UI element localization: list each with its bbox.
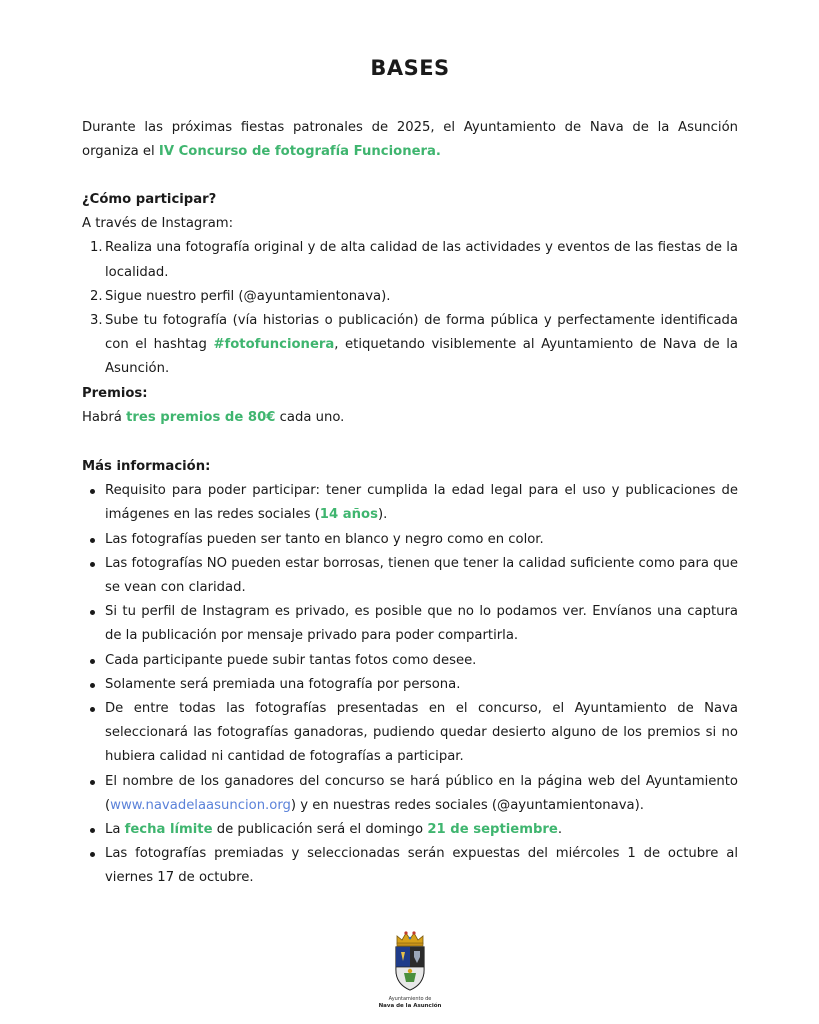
list-item [82, 818, 738, 842]
item-text: Las fotografías premiadas y seleccionadas serán expuestas del miércoles 1 de octubre al viernes 17 de octubre. [105, 846, 738, 886]
intro-text: Durante las próximas fiestas patronales de 2025, el Ayuntamiento de Nava de la Asunción organiza el [82, 120, 738, 160]
deadline-date: 21 de septiembre [427, 822, 558, 838]
list-item [82, 552, 738, 600]
item-text: Cada participante puede subir tantas fotos como desee. [105, 652, 477, 668]
item-text-end: ) y en nuestras redes sociales (@ayuntamientonava). [290, 797, 644, 813]
list-item [82, 528, 738, 552]
list-item [82, 842, 738, 890]
prizes-text [82, 406, 738, 430]
town-logo [378, 930, 442, 1014]
step-text: Sigue nuestro perfil (@ayuntamientonava). [105, 288, 391, 304]
contest-name: IV Concurso de fotografía Funcionera. [158, 144, 441, 160]
list-item [82, 285, 738, 309]
bullet-icon [90, 562, 95, 567]
list-item [82, 770, 738, 818]
item-text: Las fotografías NO pueden estar borrosas, tienen que tener la calidad suficiente como para que se vean con claridad. [105, 555, 738, 596]
item-text: Requisito para poder participar: tener cumplida la edad legal para el uso y publicaciones de imágenes en las redes sociales ( [105, 483, 738, 523]
how-to-participate-section [82, 188, 738, 382]
logo-caption-line2: Nava de la Asunción [378, 1003, 442, 1009]
bullet-icon [90, 489, 95, 494]
hashtag: #fotofuncionera [213, 337, 335, 353]
step-text: Sube tu fotografía (vía historias o publicación) de forma pública y perfectamente identificada con el hashtag [105, 313, 738, 353]
step-text-end: , etiquetando visiblemente al Ayuntamiento de Nava de la Asunción. [105, 337, 738, 377]
coat-of-arms-icon [392, 930, 428, 994]
logo-caption-line1: Ayuntamiento de [388, 996, 432, 1002]
prizes-highlight: tres premios de 80€ [126, 410, 276, 426]
item-text-end: . [557, 822, 563, 838]
item-text: De entre todas las fotografías presentadas en el concurso, el Ayuntamiento de Nava seleccionará las fotografías ganadoras, pudiendo quedar desierto alguno de los premios si no hubiera calidad ni cantidad de fotografías a participar. [105, 701, 738, 765]
step-number: 1. [90, 240, 103, 256]
prizes-section [82, 382, 738, 430]
prizes-pre: Habrá [82, 410, 127, 426]
list-item [82, 479, 738, 527]
list-item [82, 649, 738, 673]
bullet-icon [90, 683, 95, 688]
how-heading: ¿Cómo participar? [82, 192, 217, 207]
deadline-label: fecha límite [124, 822, 213, 838]
website-link[interactable]: www.navadelaasuncion.org [110, 797, 291, 813]
list-item [82, 309, 738, 382]
step-text: Realiza una fotografía original y de alta calidad de las actividades y eventos de las fiestas de la localidad. [105, 240, 738, 280]
list-item [82, 236, 738, 284]
intro-paragraph [82, 116, 738, 164]
list-item [82, 600, 738, 648]
bullet-icon [90, 707, 95, 712]
bullet-icon [90, 659, 95, 664]
bullet-icon [90, 828, 95, 833]
item-text-end: ). [377, 507, 388, 523]
bullet-icon [90, 610, 95, 615]
step-number: 3. [90, 313, 103, 329]
more-heading: Más información: [82, 459, 211, 474]
item-text-mid: de publicación será el domingo [212, 822, 428, 838]
how-lead: A través de Instagram: [82, 216, 234, 232]
info-list [82, 479, 738, 890]
bullet-icon [90, 780, 95, 785]
list-item [82, 697, 738, 770]
prizes-post: cada uno. [275, 410, 345, 426]
page-title: BASES [370, 56, 450, 80]
steps-list [82, 236, 738, 381]
item-text: Las fotografías pueden ser tanto en blanco y negro como en color. [105, 531, 544, 547]
item-text: El nombre de los ganadores del concurso se hará público en la página web del Ayuntamiento ( [105, 773, 738, 813]
item-text: Si tu perfil de Instagram es privado, es posible que no lo podamos ver. Envíanos una captura de la publicación por mensaje privado para poder compartirla. [105, 604, 738, 644]
age-highlight: 14 años [319, 507, 378, 523]
step-number: 2. [90, 288, 103, 304]
item-text: Solamente será premiada una fotografía por persona. [105, 676, 461, 692]
more-info-section [82, 455, 738, 891]
bullet-icon [90, 538, 95, 543]
bullet-icon [90, 852, 95, 857]
list-item [82, 673, 738, 697]
prizes-heading: Premios: [82, 386, 148, 401]
item-text: La [105, 822, 125, 838]
